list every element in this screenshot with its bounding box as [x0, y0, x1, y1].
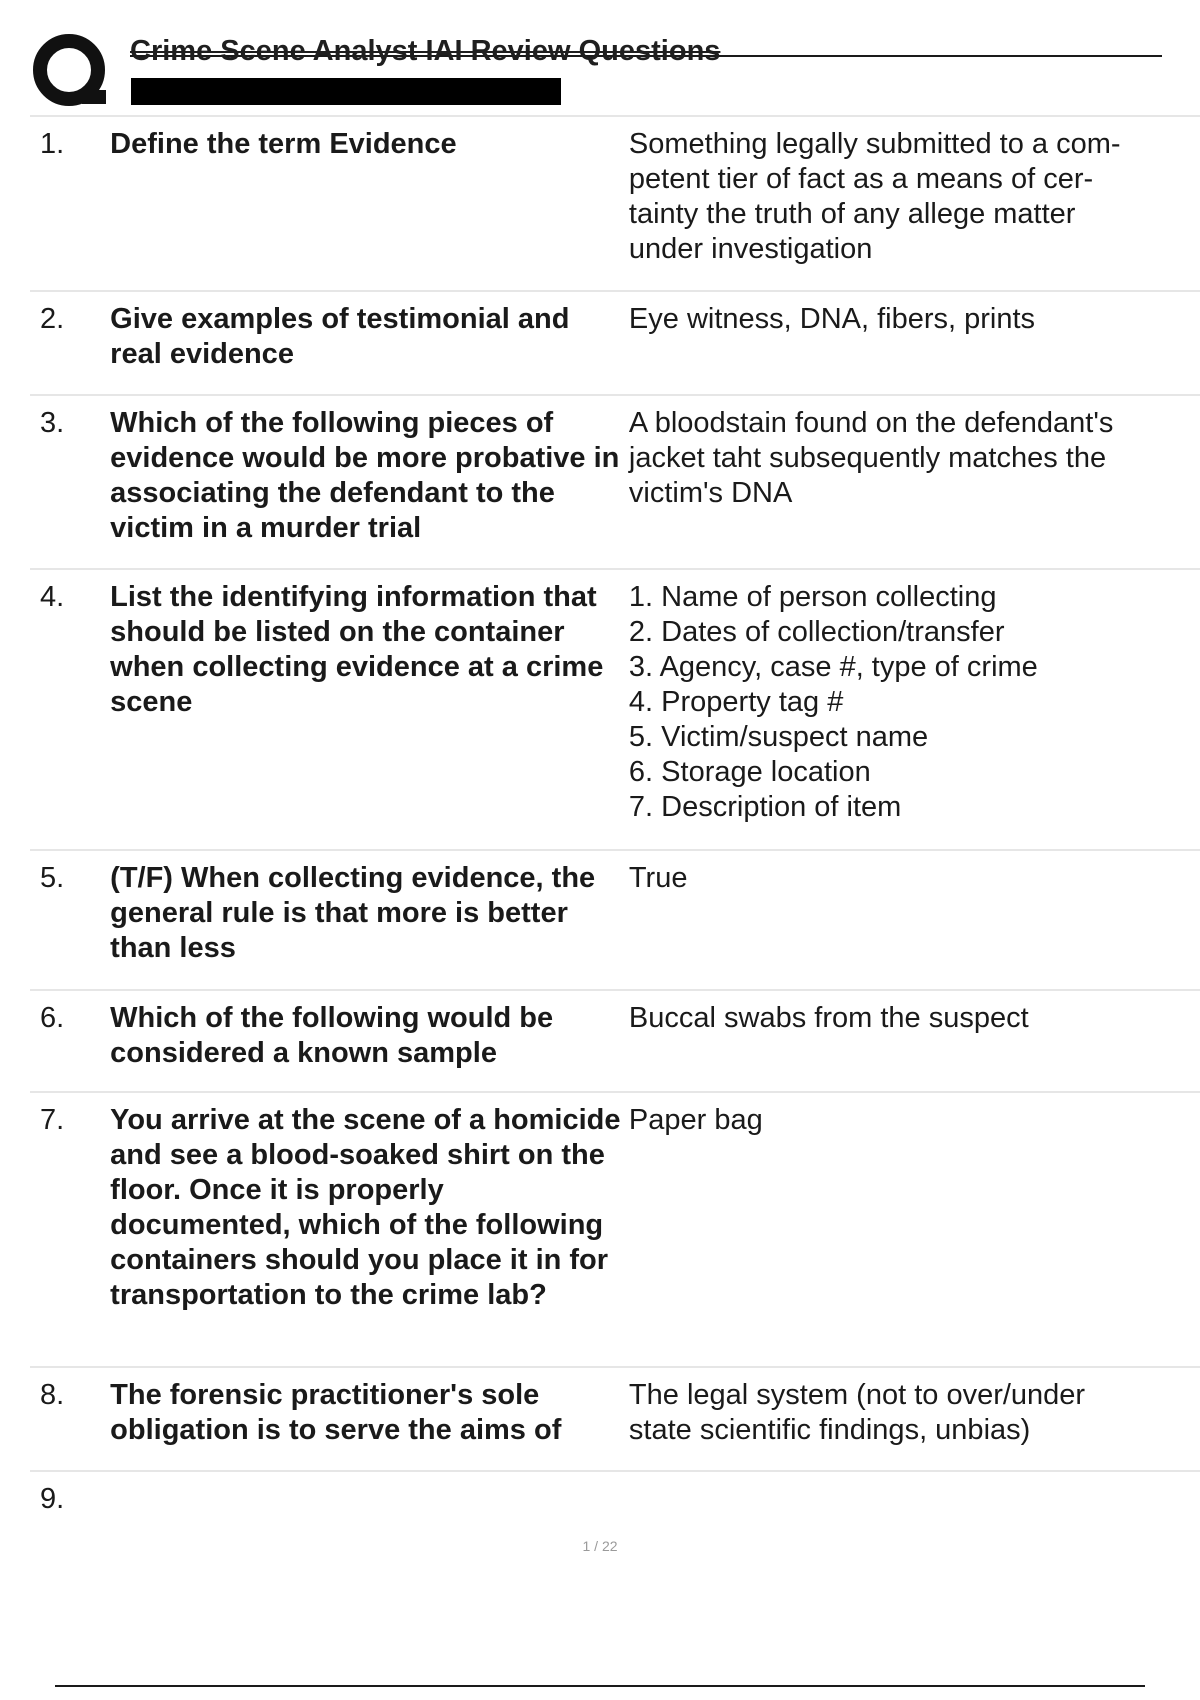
question-text [110, 1482, 625, 1514]
question-row [30, 849, 1200, 989]
question-row [30, 568, 1200, 849]
question-row [30, 1470, 1200, 1530]
question-text: Which of the following pieces of evidence would be more probative in associating the defendant to the victim in a murder trial [110, 407, 620, 544]
document-title: Crime Scene Analyst IAI Review Questions [130, 35, 721, 67]
answer-text [625, 302, 1200, 378]
answer-text [625, 1103, 1200, 1350]
answer-text [625, 127, 1200, 274]
answer-text [625, 861, 1200, 973]
question-row [30, 394, 1200, 568]
question-text: Which of the following would be considered a known sample [110, 1002, 554, 1069]
answer-line: Eye witness, DNA, fibers, prints [628, 303, 1036, 335]
question-text: Give examples of testimonial and real evidence [110, 303, 570, 370]
question-row [30, 1091, 1200, 1366]
question-row [30, 115, 1200, 290]
question-row [30, 989, 1200, 1091]
answer-line: Something legally submitted to a com- [628, 128, 1121, 160]
question-text: You arrive at the scene of a homicide and see a blood-soaked shirt on the floor. Once it is properly documented, which of the following containers should you place it in for transportation to the crime lab? [110, 1104, 621, 1311]
answer-line: A bloodstain found on the defendant's [628, 407, 1114, 439]
answer-text [625, 1482, 1200, 1514]
answer-text [625, 580, 1200, 833]
answer-line: The legal system (not to over/under [628, 1379, 1086, 1411]
question-text: List the identifying information that should be listed on the container when collecting evidence at a crime scene [110, 581, 604, 718]
question-number: 1. [40, 128, 65, 160]
answer-line: 1. Name of person collecting [628, 581, 997, 613]
answer-line: 2. Dates of collection/transfer [628, 616, 1005, 648]
document-header [30, 30, 1140, 115]
answer-line: victim's DNA [628, 477, 793, 509]
answer-line: True [628, 862, 688, 894]
question-text: The forensic practitioner's sole obligation is to serve the aims of [110, 1379, 562, 1446]
answer-line: 6. Storage location [628, 756, 871, 788]
answer-line: tainty the truth of any allege matter [628, 198, 1076, 230]
question-number: 8. [40, 1379, 65, 1411]
question-number: 5. [40, 862, 65, 894]
question-row [30, 290, 1200, 394]
answer-line: 5. Victim/suspect name [628, 721, 929, 753]
answer-line: petent tier of fact as a means of cer- [628, 163, 1094, 195]
question-number: 2. [40, 303, 65, 335]
question-number: 6. [40, 1002, 65, 1034]
question-number: 7. [40, 1104, 65, 1136]
answer-text [625, 406, 1200, 552]
answer-line: jacket taht subsequently matches the [628, 442, 1107, 474]
answer-text [625, 1378, 1200, 1454]
redaction-bar [131, 78, 561, 105]
answer-line: state scientific findings, unbias) [628, 1414, 1031, 1446]
question-row [30, 1366, 1200, 1470]
question-number: 4. [40, 581, 65, 613]
question-list [30, 115, 1200, 1530]
answer-line: Paper bag [628, 1104, 763, 1136]
question-number: 3. [40, 407, 65, 439]
answer-text [625, 1001, 1200, 1075]
answer-line: Buccal swabs from the suspect [628, 1002, 1029, 1034]
bottom-rule [55, 1685, 1145, 1687]
question-text: (T/F) When collecting evidence, the general rule is that more is better than less [110, 862, 596, 964]
question-number: 9. [40, 1483, 65, 1515]
page-indicator: 1 / 22 [582, 1538, 618, 1554]
question-text: Define the term Evidence [110, 128, 457, 160]
q-logo-icon [30, 32, 114, 112]
answer-line: 7. Description of item [628, 791, 902, 823]
answer-line: 4. Property tag # [628, 686, 844, 718]
answer-line: 3. Agency, case #, type of crime [628, 651, 1038, 683]
answer-line: under investigation [628, 233, 873, 265]
